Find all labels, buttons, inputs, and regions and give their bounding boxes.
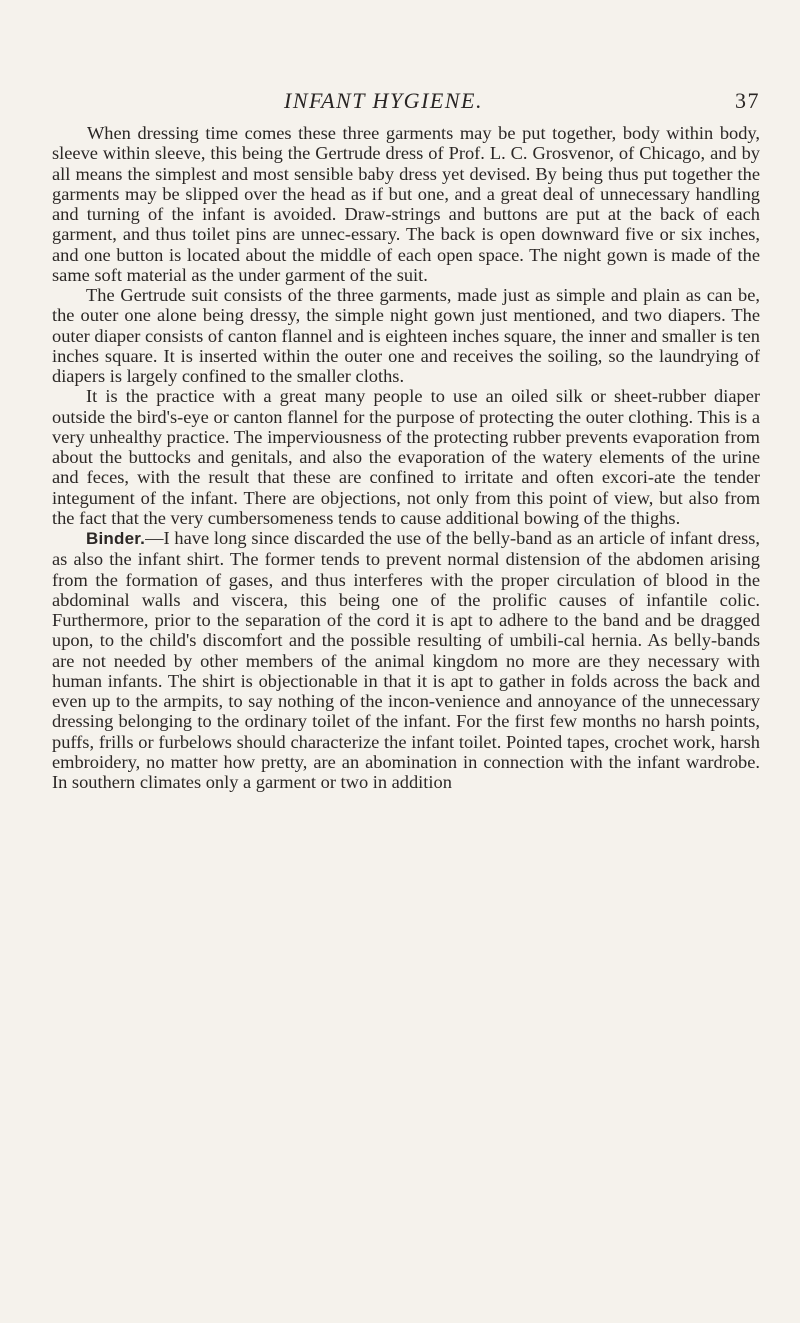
running-head-title: INFANT HYGIENE. <box>284 88 483 113</box>
paragraph-gertrude-suit: The Gertrude suit consists of the three garments, made just as simple and plain as can be, the outer one alone being dressy, the simple night gown just mentioned, and two diapers. The outer diaper consists of canton flannel and is eighteen inches square, the inner and smaller is ten inches square. It is inserted within the outer one and receives the soiling, so the laundrying of diapers is largely confined to the smaller cloths. <box>52 285 760 386</box>
body-text <box>52 123 760 792</box>
binder-heading: Binder. <box>86 529 146 548</box>
binder-text: —I have long since discarded the use of the belly-band as an article of infant dress, as also the infant shirt. The former tends to prevent normal distension of the abdomen arising from the formation of gases, and thus interferes with the proper circulation of blood in the abdominal walls and viscera, this being one of the prolific causes of infantile colic. Furthermore, prior to the separation of the cord it is apt to adhere to the band and be dragged upon, to the child's discomfort and the possible resulting of umbili-cal hernia. As belly-bands are not needed by other members of the animal kingdom no more are they necessary with human infants. The shirt is objectionable in that it is apt to gather in folds across the back and even up to the armpits, to say nothing of the incon-venience and annoyance of the unnecessary dressing belonging to the ordinary toilet of the infant. For the first few months no harsh points, puffs, frills or furbelows should characterize the infant toilet. Pointed tapes, crochet work, harsh embroidery, no matter how pretty, are an abomination in connection with the infant wardrobe. In southern climates only a garment or two in addition <box>52 528 760 792</box>
paragraph-gertrude-dress: When dressing time comes these three garments may be put together, body within body, sleeve within sleeve, this being the Gertrude dress of Prof. L. C. Grosvenor, of Chicago, and by all means the simplest and most sensible baby dress yet devised. By being thus put together the garments may be slipped over the head as if but one, and a great deal of unnecessary handling and turning of the infant is avoided. Draw-strings and buttons are put at the back of each garment, and thus toilet pins are unnec-essary. The back is open downward five or six inches, and one button is located about the middle of each open space. The night gown is made of the same soft material as the under garment of the suit. <box>52 123 760 285</box>
running-head <box>248 88 760 118</box>
paragraph-rubber-diaper: It is the practice with a great many people to use an oiled silk or sheet-rubber diaper outside the bird's-eye or canton flannel for the purpose of protecting the outer clothing. This is a very unhealthy practice. The imperviousness of the protecting rubber prevents evaporation from about the buttocks and genitals, and also the evaporation of the watery elements of the urine and feces, with the result that these are confined to irritate and often excori-ate the tender integument of the infant. There are objections, not only from this point of view, but also from the fact that the very cumbersomeness tends to cause additional bowing of the thighs. <box>52 386 760 528</box>
paragraph-binder <box>52 528 760 792</box>
page-number: 37 <box>735 88 760 113</box>
